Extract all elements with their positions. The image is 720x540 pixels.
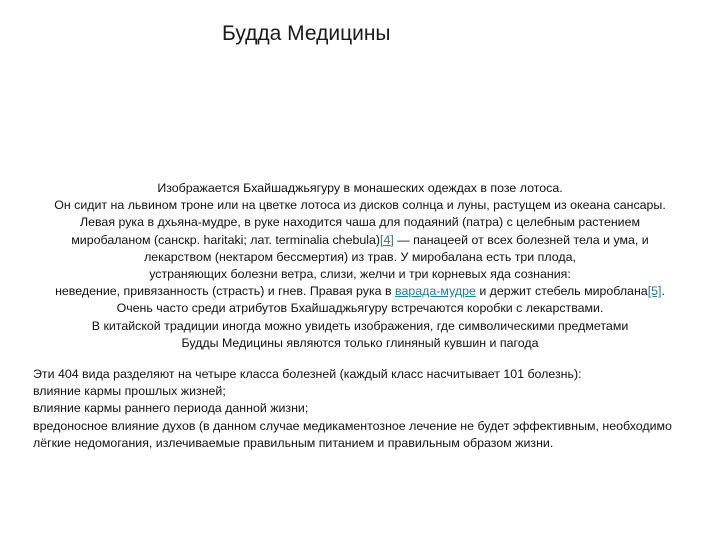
description-text: неведение, привязанность (страсть) и гнев. Правая рука в bbox=[55, 284, 396, 299]
footnote-link-4[interactable]: [4] bbox=[380, 232, 394, 247]
description-block bbox=[0, 180, 720, 352]
description-line: Будды Медицины являются только глиняный кувшин и пагода bbox=[181, 335, 539, 350]
description-line: Очень часто среди атрибутов Бхайшаджьягуру встречаются коробки с лекарствами. bbox=[116, 301, 604, 316]
description-line: Он сидит на львином троне или на цветке лотоса из дисков солнца и луны, растущем из океана сансары. bbox=[54, 198, 666, 213]
disease-item: лёгкие недомогания, излечиваемые правильным питанием и правильным образом жизни. bbox=[33, 435, 554, 450]
disease-item: влияние кармы прошлых жизней; bbox=[33, 384, 226, 399]
disease-item: вредоносное влияние духов (в данном случае медикаментозное лечение не будет эффективным, необходимо bbox=[33, 418, 672, 433]
varada-mudra-link[interactable]: варада-мудре bbox=[395, 284, 476, 299]
description-text: миробаланом (санскр. haritaki; лат. terminalia chebula) bbox=[71, 232, 381, 247]
description-line: устраняющих болезни ветра, слизи, желчи и три корневых яда сознания: bbox=[149, 267, 571, 282]
description-line bbox=[0, 232, 720, 249]
slide-title: Будда Медицины bbox=[222, 22, 391, 45]
diseases-intro: Эти 404 вида разделяют на четыре класса болезней (каждый класс насчитывает 101 болезнь): bbox=[33, 367, 582, 381]
description-line bbox=[0, 283, 720, 300]
disease-item: влияние кармы раннего периода данной жизни; bbox=[33, 401, 309, 416]
description-line: Изображается Бхайшаджьягуру в монашеских одеждах в позе лотоса. bbox=[157, 181, 563, 195]
description-line: лекарством (нектаром бессмертия) из трав. У миробалана есть три плода, bbox=[144, 249, 576, 264]
description-text: . bbox=[661, 284, 665, 299]
description-text: и держит стебель миробланa bbox=[475, 284, 648, 299]
description-line: В китайской традиции иногда можно увидеть изображения, где символическими предметами bbox=[91, 318, 629, 333]
diseases-block bbox=[33, 366, 720, 452]
description-line: Левая рука в дхьяна-мудре, в руке находится чаша для подаяний (патра) с целебным растением bbox=[79, 215, 641, 230]
description-text: — панацеей от всех болезней тела и ума, и bbox=[393, 232, 649, 247]
footnote-link-5[interactable]: [5] bbox=[647, 284, 662, 299]
